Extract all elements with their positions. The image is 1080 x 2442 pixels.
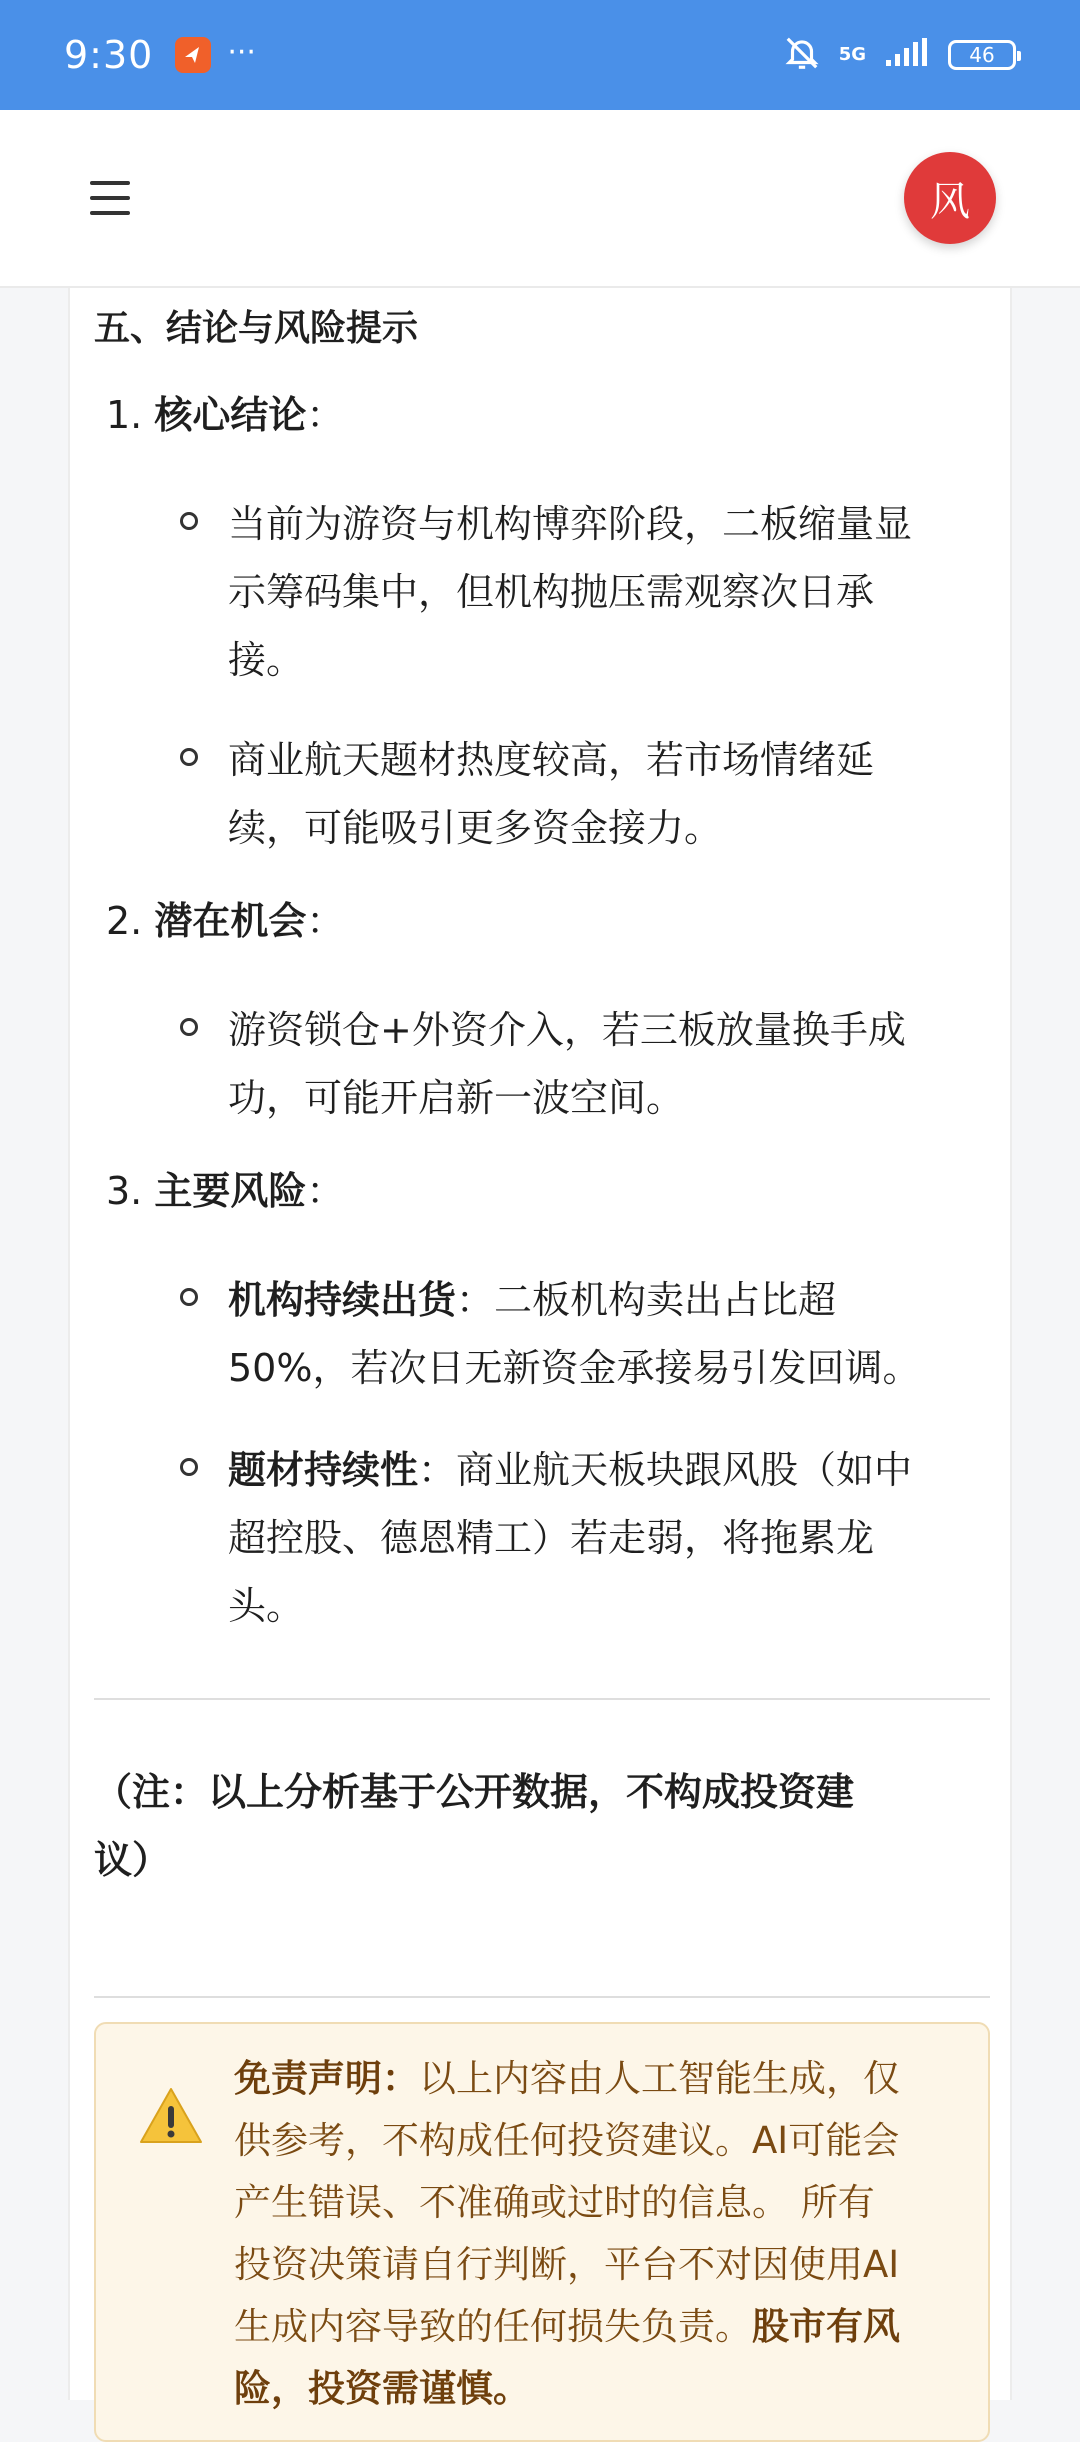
list-item-core-conclusion: 1. 核心结论： xyxy=(106,393,345,437)
bullet-item: 商业航天题材热度较高，若市场情绪延 续，可能吸引更多资金接力。 xyxy=(180,726,980,862)
signal-icon xyxy=(884,38,930,72)
bullet-item: 游资锁仓+外资介入，若三板放量换手成 功，可能开启新一波空间。 xyxy=(180,996,980,1132)
bullet-item: 机构持续出货：二板机构卖出占比超 50%，若次日无新资金承接易引发回调。 xyxy=(180,1266,980,1402)
bullet-circle-icon xyxy=(180,1458,198,1476)
bullet-circle-icon xyxy=(180,1018,198,1036)
battery-icon: 46 xyxy=(948,40,1016,70)
status-bar xyxy=(0,0,1080,110)
network-type: 5G xyxy=(838,44,866,65)
disclaimer-text: 免责声明：以上内容由人工智能生成，仅 供参考，不构成任何投资建议。AI可能会 产生错误、不准确或过时的信息。 所有 投资决策请自行判断，平台不对因使用AI 生成内容导致的任何损失负责。股市有风 险，投资需谨慎。 xyxy=(234,2057,900,2410)
bullet-circle-icon xyxy=(180,748,198,766)
divider xyxy=(94,1698,990,1700)
bullet-item: 题材持续性：商业航天板块跟风股（如中 超控股、德恩精工）若走弱，将拖累龙 头。 xyxy=(180,1436,980,1640)
app-header xyxy=(0,110,1080,288)
message-content xyxy=(68,288,1012,2410)
section-title: 五、结论与风险提示 xyxy=(94,308,419,349)
list-item-main-risks: 3. 主要风险： xyxy=(106,1169,345,1213)
status-time: 9:30 xyxy=(64,33,154,77)
app-notification-icon xyxy=(175,37,211,73)
bullet-circle-icon xyxy=(180,1288,198,1306)
mute-bell-icon xyxy=(783,34,821,76)
avatar[interactable]: 风 xyxy=(904,152,996,244)
list-item-potential-opportunity: 2. 潜在机会： xyxy=(106,899,345,943)
disclaimer-box xyxy=(94,2022,990,2442)
bullet-circle-icon xyxy=(180,512,198,530)
more-notifications-icon: ··· xyxy=(227,34,256,70)
warning-icon xyxy=(138,2086,204,2146)
menu-icon[interactable] xyxy=(90,181,130,215)
bullet-item: 当前为游资与机构博弈阶段，二板缩量显 示筹码集中，但机构抛压需观察次日承 接。 xyxy=(180,490,980,694)
analysis-note: （注：以上分析基于公开数据，不构成投资建 议） xyxy=(94,1770,855,1882)
divider xyxy=(94,1996,990,1998)
